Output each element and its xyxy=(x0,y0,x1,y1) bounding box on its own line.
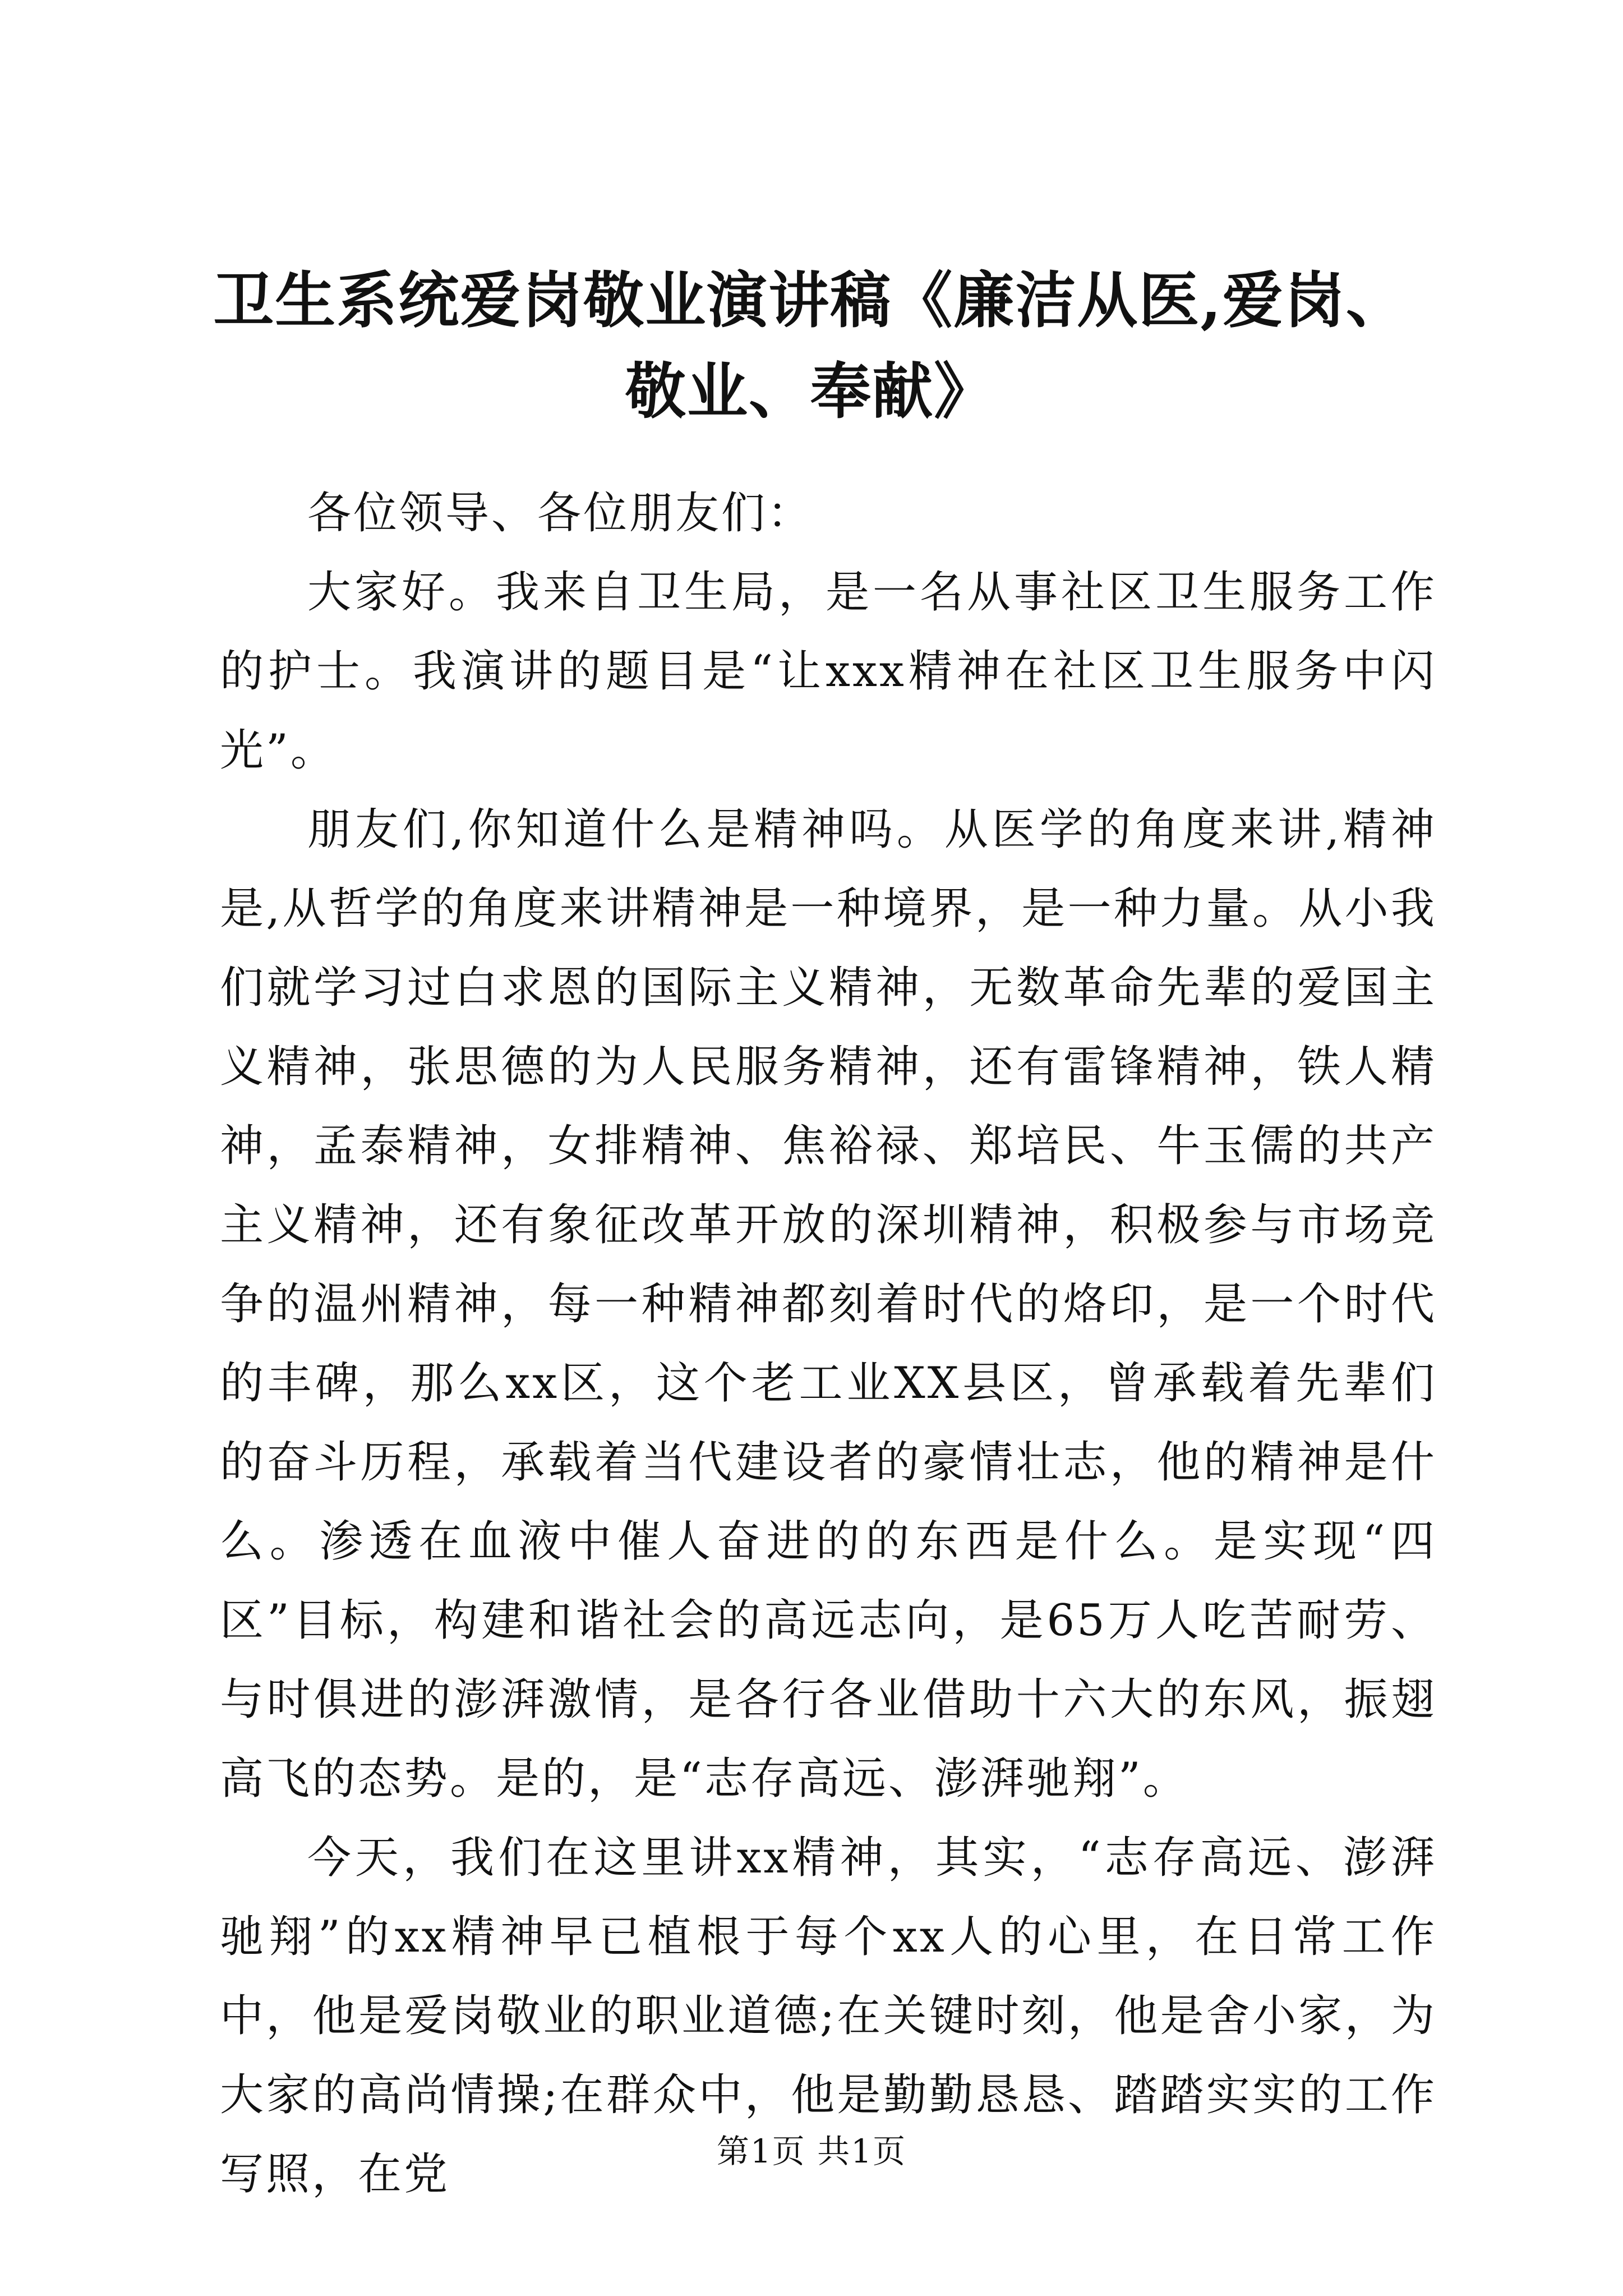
document-title: 卫生系统爱岗敬业演讲稿《廉洁从医,爱岗、敬业、奉献》 xyxy=(213,265,1408,427)
body-paragraph: 朋友们,你知道什么是精神吗。从医学的角度来讲,精神是,从哲学的角度来讲精神是一种境界，是一种力量。从小我们就学习过白求恩的国际主义精神，无数革命先辈的爱国主义精神，张思德的为人民服务精神，还有雷锋精神，铁人精神，孟泰精神，女排精神、焦裕禄、郑培民、牛玉儒的共产主义精神，还有象征改革开放的深圳精神，积极参与市场竞争的温州精神，每一种精神都刻着时代的烙印，是一个时代的丰碑，那么xx区，这个老工业XX县区，曾承载着先辈们的奋斗历程，承载着当代建设者的豪情壮志，他的精神是什么。渗透在血液中催人奋进的的东西是什么。是实现“四区”目标，构建和谐社会的高远志向，是65万人吃苦耐劳、与时俱进的澎湃激情，是各行各业借助十六大的东风，振翅高飞的态势。是的，是“志存高远、澎湃驰翔”。 xyxy=(220,804,1437,1804)
body-paragraph: 今天，我们在这里讲xx精神，其实，“志存高远、澎湃驰翔”的xx精神早已植根于每个xx人的心里，在日常工作中，他是爱岗敬业的职业道德;在关键时刻，他是舍小家，为大家的高尚情操;在群众中，他是勤勤恳恳、踏踏实实的工作写照，在党 xyxy=(220,1833,1437,2200)
salutation-paragraph: 各位领导、各位朋友们： xyxy=(307,488,814,539)
body-paragraph: 大家好。我来自卫生局，是一名从事社区卫生服务工作的护士。我演讲的题目是“让xxx精神在社区卫生服务中闪光”。 xyxy=(220,567,1437,776)
document-body xyxy=(220,474,1437,2214)
page-number-footer: 第1页 共1页 xyxy=(716,2132,907,2170)
